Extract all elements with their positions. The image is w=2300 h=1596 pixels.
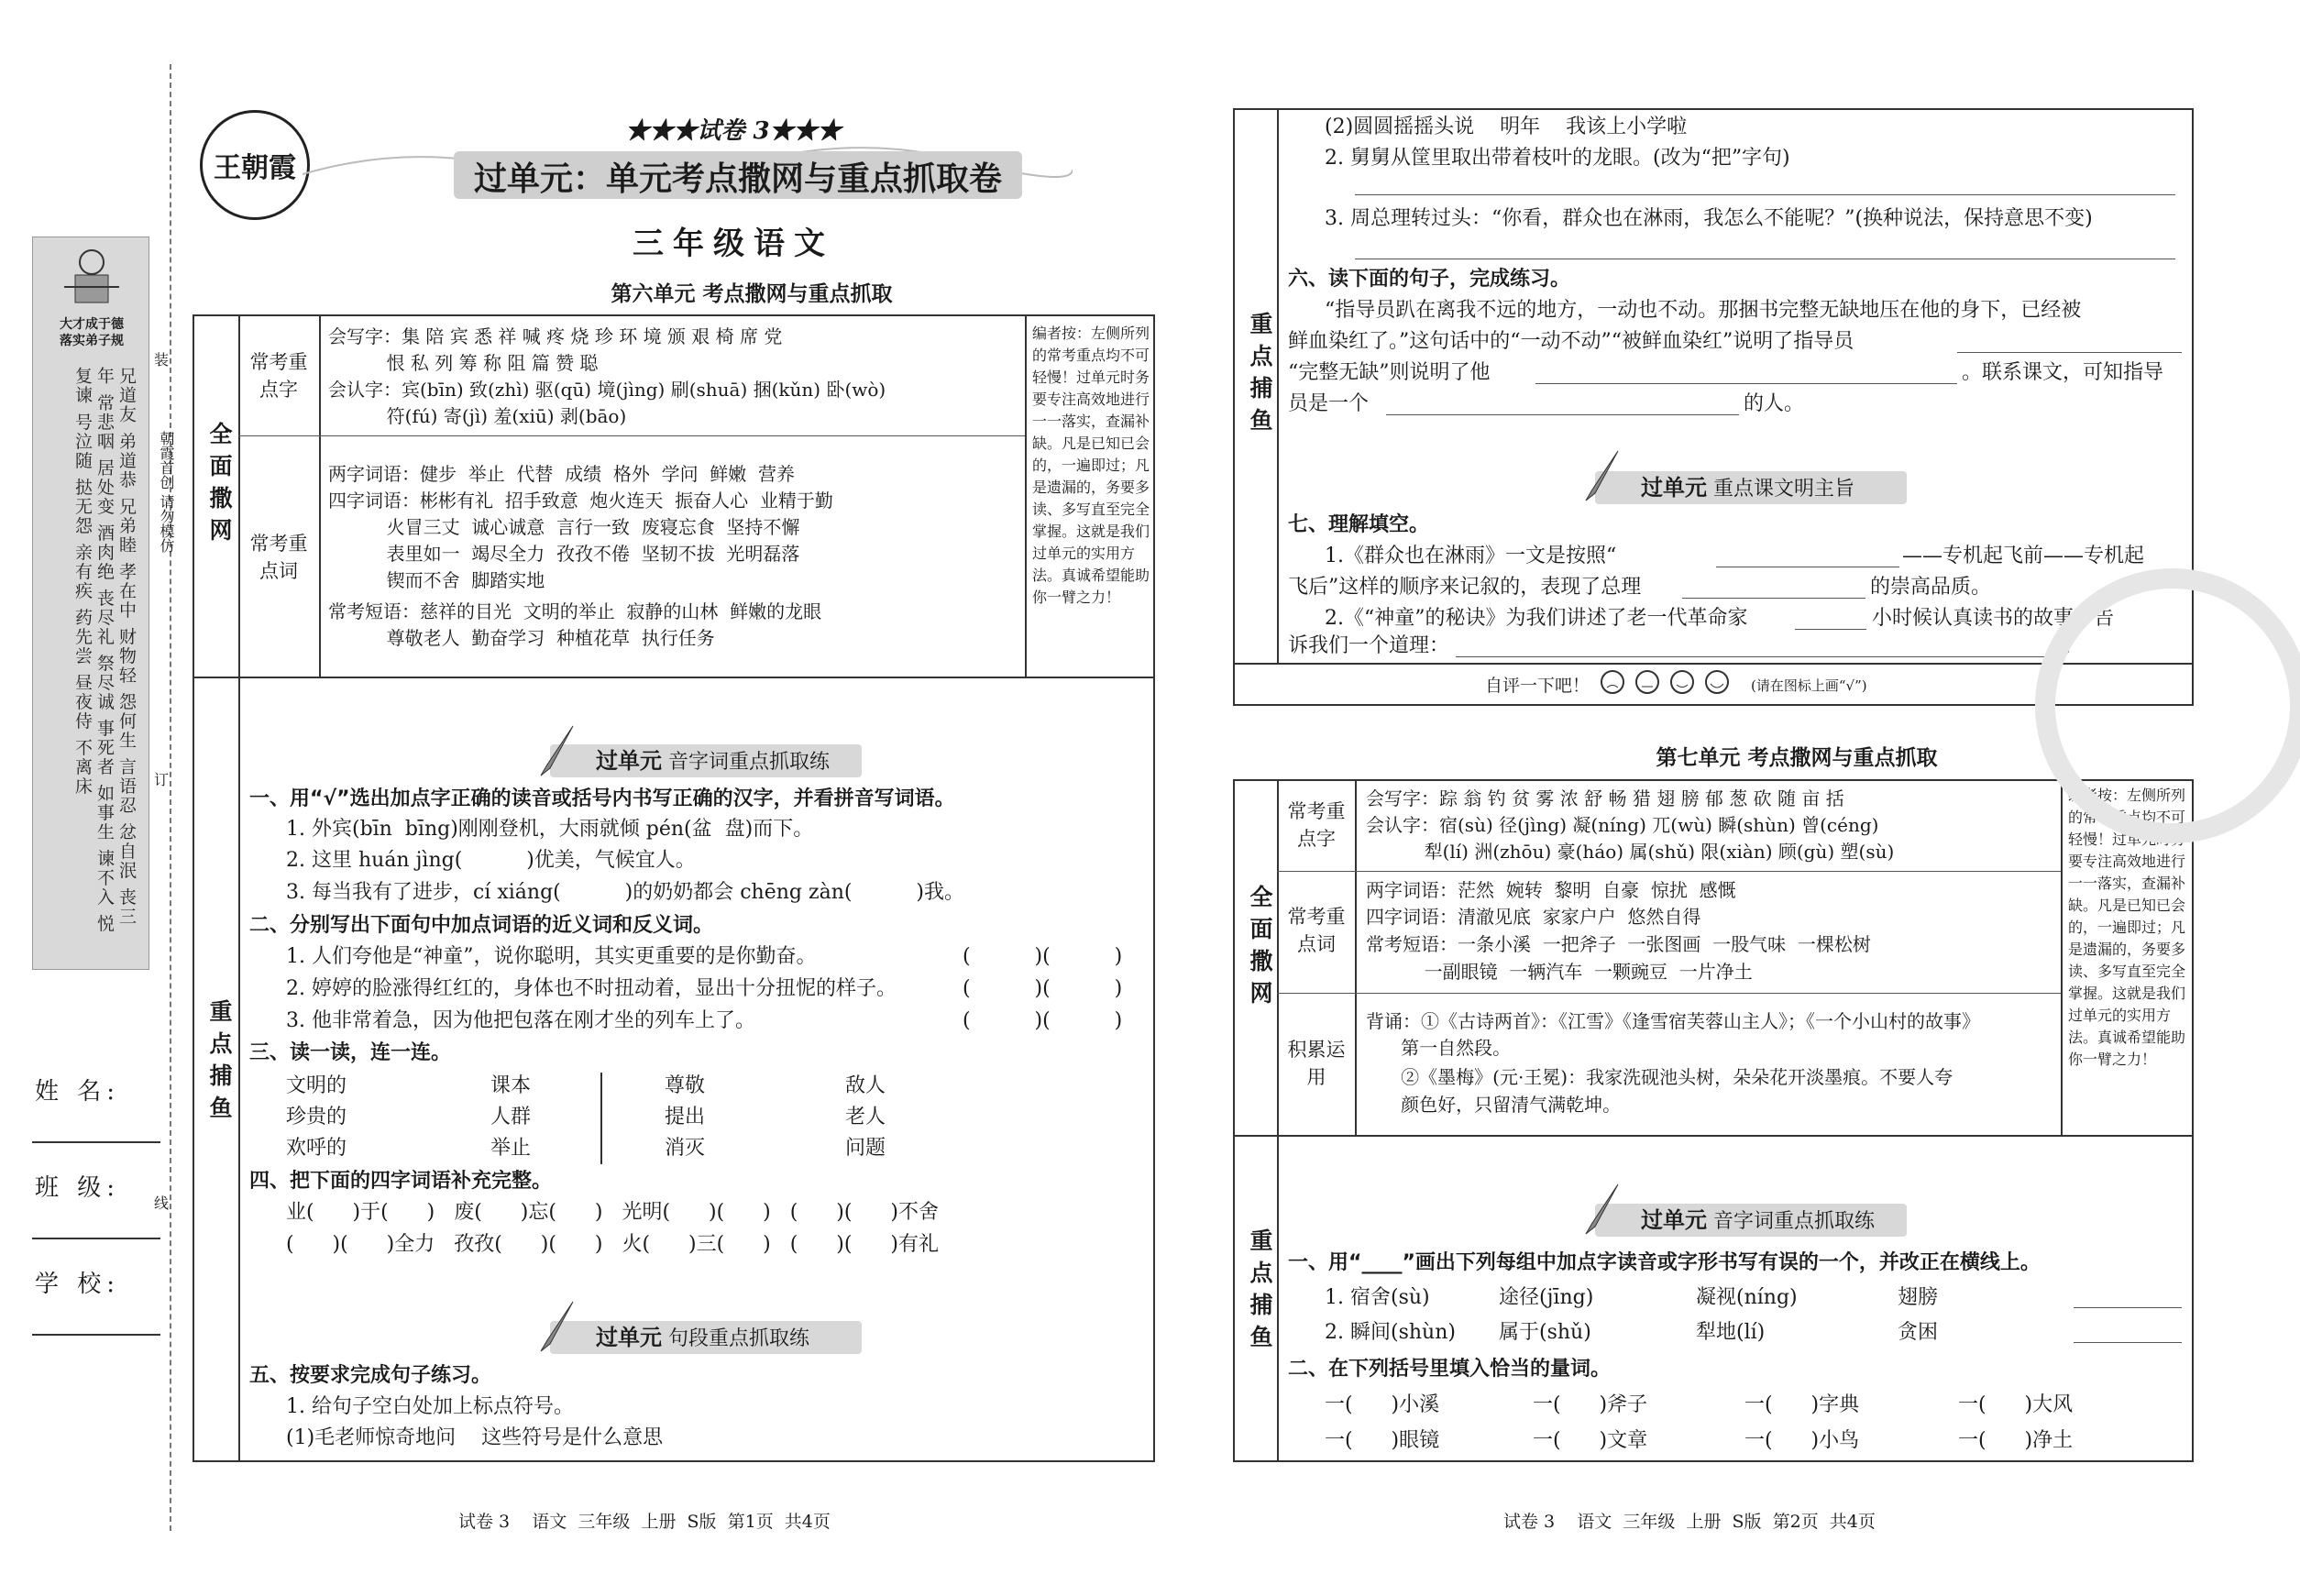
unit7-write-chars: 会写字：踪 翁 钓 贫 雾 浓 舒 畅 猎 翅 膀 郁 葱 砍 随 亩 括 [1366, 787, 1844, 809]
u6-q3-left-a1[interactable]: 文明的 [286, 1074, 347, 1097]
publisher-logo: 王朝霞 [200, 110, 310, 220]
motto-title: 大才成于德 落实弟子规 [60, 317, 124, 348]
u6-q5-answer-line1[interactable] [1355, 194, 2175, 195]
brush-icon [1581, 449, 1627, 504]
unit7-sec-key: 重点捕鱼 [1247, 1228, 1273, 1357]
u7-q1-r1-c[interactable]: 凝视(níng) [1696, 1286, 1798, 1309]
u7-q1-r2-a[interactable]: 2. 瞬间(shùn) [1325, 1321, 1456, 1344]
u7-q1-r1-b[interactable]: 途径(jīng) [1499, 1286, 1594, 1309]
u6-q4-line1[interactable]: 业( )于( ) 废( )忘( ) 光明( )( ) ( )( )不舍 [286, 1201, 939, 1224]
unit7-row1-label: 常考重点字 [1287, 800, 1346, 850]
u6-q7-line1b: ——专机起飞前——专机起 [1902, 545, 2145, 567]
u6-q7-line2: 飞后”这样的顺序来记叙的，表现了总理 [1288, 576, 1642, 599]
u6-q6-blank3[interactable] [1386, 414, 1739, 415]
u6-q2-answer2[interactable]: ( )( ) [963, 977, 1123, 1000]
unit6-sec-key-cont: 重点捕鱼 [1247, 312, 1273, 440]
u6-q6-line1: “指导员趴在离我不远的地方，一动也不动。那捆书完整无缺地压在他的身下，已经被 [1325, 299, 2082, 322]
u6-q4-title: 四、把下面的四字词语补充完整。 [249, 1170, 553, 1193]
u6-q2-line1: 1. 人们夸他是“神童”，说你聪明，其实更重要的是你勤奋。 [286, 945, 817, 968]
unit7-words2: 两字词语：茫然 婉转 黎明 自豪 惊扰 感慨 [1366, 879, 1736, 901]
u6-q6-line4b: 的人。 [1744, 392, 1805, 415]
u7-q1-r2-c[interactable]: 犁地(lí) [1696, 1321, 1766, 1344]
u6-q2-answer1[interactable]: ( )( ) [963, 945, 1123, 968]
binding-mark-1: 装 [154, 351, 170, 369]
child-figure-icon [55, 246, 128, 310]
unit7-title: 第七单元 考点撒网与重点抓取 [1656, 745, 1938, 770]
u7-q2-r1-d[interactable]: 一( )大风 [1958, 1393, 2074, 1416]
unit6-title: 第六单元 考点撒网与重点抓取 [611, 281, 893, 306]
u7-q2-r2-c[interactable]: 一( )小鸟 [1744, 1429, 1860, 1452]
student-name-label: 姓 名: [35, 1078, 121, 1106]
footer-left: 试卷 3 语文 三年级 上册 S版 第1页 共4页 [458, 1512, 831, 1532]
brush-icon [536, 1300, 582, 1355]
u6-q3-left-b1[interactable]: 课本 [490, 1074, 532, 1097]
unit7-recite-3: ②《墨梅》(元·王冕)：我家洗砚池头树，朵朵花开淡墨痕。不要人夸 [1366, 1066, 1953, 1088]
u7-q1-r2-b[interactable]: 属于(shǔ) [1499, 1321, 1591, 1344]
u6-q7-line1: 1.《群众也在淋雨》一文是按照“ [1325, 545, 1617, 567]
u6-q7-line3b: 小时候认真读书的故事，告 [1872, 607, 2115, 630]
u6-q7-line4b: 。 [2063, 634, 2084, 657]
unit7-recite-1: 背诵：①《古诗两首》：《江雪》《逢雪宿芙蓉山主人》；《一个小山村的故事》 [1366, 1010, 1980, 1032]
unit7-phrases-2: 一副眼镜 一辆汽车 一颗豌豆 一片净土 [1366, 961, 1753, 983]
self-eval-label: 自评一下吧！ [1485, 676, 1590, 696]
student-class-field[interactable] [32, 1238, 160, 1239]
paper-number: ★★★试卷 3★★★ [625, 117, 842, 145]
u6-q3-right-b1[interactable]: 敌人 [845, 1074, 886, 1097]
u6-q2-line3: 3. 他非常着急，因为他把包落在刚才坐的列车上了。 [286, 1009, 755, 1032]
u6-q5-line2[interactable]: (1)毛老师惊奇地问 这些符号是什么意思 [286, 1426, 664, 1449]
banner-sentence: 过单元 句段重点抓取练 [550, 1321, 862, 1354]
binding-mark-3: 线 [154, 1194, 170, 1212]
u6-q7-line2b: 的崇高品质。 [1870, 576, 1992, 599]
student-school-label: 学 校: [35, 1271, 121, 1298]
unit7-read-chars-2: 犁(lí) 洲(zhōu) 豪(háo) 属(shǔ) 限(xiàn) 顾(gù) 塑(sù) [1366, 841, 1895, 863]
u6-q3-left-a2[interactable]: 珍贵的 [286, 1106, 347, 1128]
binding-note: 朝霞首创 请勿模仿 [158, 431, 175, 554]
u6-q2-answer3[interactable]: ( )( ) [963, 1009, 1123, 1032]
motto-text: 兄道友 弟道恭 兄弟睦 孝在中 财物轻 怨何生 言语忍 忿自泯 丧三年 常悲咽 居处变 酒肉绝 丧尽礼 祭尽诚 事死者 如事生 谏不入 悦复谏 号泣随 挞无怨 亲有疾 药先尝 昼夜侍 不离床 [72, 367, 137, 934]
grade-subject: 三年级语文 [633, 226, 834, 262]
student-class-label: 班 级: [35, 1174, 121, 1202]
u7-q1-r2-d[interactable]: 贪困 [1898, 1321, 1939, 1344]
unit7-row2-label: 常考重点词 [1287, 906, 1346, 955]
u7-q2-r1-a[interactable]: 一( )小溪 [1325, 1393, 1440, 1416]
brush-icon [536, 724, 582, 779]
u6-q5-line3[interactable]: (2)圆圆摇摇头说 明年 我该上小学啦 [1325, 116, 1688, 138]
emoji-face-icons[interactable] [1600, 667, 1746, 697]
u7-q1-r1-a[interactable]: 1. 宿舍(sù) [1325, 1286, 1430, 1309]
binding-mark-2: 订 [154, 771, 170, 788]
u7-q2-r2-a[interactable]: 一( )眼镜 [1325, 1429, 1440, 1452]
u6-q1-title: 一、用“√”选出加点字正确的读音或括号内书写正确的汉字，并看拼音写词语。 [249, 787, 955, 810]
unit6-read-chars-2: 符(fú) 寄(jì) 羞(xiū) 剥(bāo) [328, 405, 627, 427]
banner-unit7-sound-word: 过单元 音字词重点抓取练 [1595, 1204, 1907, 1237]
unit7-recite-2: 第一自然段。 [1366, 1037, 1512, 1059]
u6-q3-right-b2[interactable]: 老人 [845, 1106, 886, 1128]
u7-q1-r1-d[interactable]: 翅膀 [1898, 1286, 1939, 1309]
u6-q3-left-b3[interactable]: 举止 [490, 1137, 532, 1160]
u6-q1-line1[interactable]: 1. 外宾(bīn bīng)刚刚登机，大雨就倾 pén(盆 盘)而下。 [286, 818, 814, 841]
u6-q6-line3b: 。联系课文，可知指导 [1962, 361, 2164, 384]
u6-q2-title: 二、分别写出下面句中加点词语的近义词和反义词。 [249, 914, 714, 937]
u6-q5-line1: 1. 给句子空白处加上标点符号。 [286, 1395, 574, 1418]
u6-q6-blank1[interactable] [1957, 352, 2182, 353]
banner-main-idea: 过单元 重点课文明主旨 [1595, 471, 1907, 504]
unit6-editor-note: 编者按：左侧所列的常考重点均不可轻慢！过单元时务要专注高效地进行一一落实，查漏补缺。凡是已知已会的，一遍即过；凡是遗漏的，务要多读、多写直至完全掌握。这就是我们过单元的实用方法。真诚希望能助你一臂之力！ [1032, 325, 1150, 606]
unit6-row2-label: 常考重点词 [249, 533, 308, 582]
binding-dashed-line [170, 64, 171, 1531]
u6-q1-line3[interactable]: 3. 每当我有了进步，cí xiáng( )的奶奶都会 chēng zàn( )我。 [286, 881, 964, 904]
u6-q6-line4: 员是一个 [1288, 392, 1370, 415]
unit6-words4-1: 四字词语：彬彬有礼 招手致意 炮火连天 振奋人心 业精于勤 [328, 490, 833, 512]
u6-q7-line3: 2.《“神童”的秘诀》为我们讲述了老一代革命家 [1325, 607, 1748, 630]
student-school-field[interactable] [32, 1334, 160, 1336]
u6-q6-blank2[interactable] [1535, 383, 1957, 384]
unit6-write-chars: 会写字：集 陪 宾 悉 祥 喊 疼 烧 珍 环 境 颁 艰 椅 席 党 [328, 325, 783, 347]
unit7-sec-all: 全面撒网 [1247, 885, 1273, 1013]
u6-q7-line4: 诉我们一个道理： [1288, 634, 1450, 657]
self-eval-hint: (请在图标上画“√”) [1751, 677, 1867, 694]
u6-q6-line2: 鲜血染红了。”这句话中的“一动不动”“被鲜血染红”说明了指导员 [1288, 330, 1854, 353]
u7-q2-r2-b[interactable]: 一( )文章 [1533, 1429, 1648, 1452]
u7-q2-r1-b[interactable]: 一( )斧子 [1533, 1393, 1648, 1416]
unit7-recite-4: 颜色好，只留清气满乾坤。 [1366, 1094, 1622, 1116]
u6-q3-right-b3[interactable]: 问题 [845, 1137, 886, 1160]
u6-q5-line4: 2. 舅舅从筐里取出带着枝叶的龙眼。(改为“把”字句) [1325, 147, 1790, 170]
u7-q1-r1-answer[interactable] [2074, 1307, 2182, 1308]
u6-q3-title: 三、读一读，连一连。 [249, 1041, 452, 1064]
unit6-phrases-2: 尊敬老人 勤奋学习 种植花草 执行任务 [328, 627, 715, 649]
u6-q6-line3: “完整无缺”则说明了他 [1288, 361, 1491, 384]
watermark-seal-icon [2035, 568, 2300, 843]
u6-q3-right-a1[interactable]: 尊敬 [665, 1074, 706, 1097]
u6-q3-left-a3[interactable]: 欢呼的 [286, 1137, 347, 1160]
u6-q1-line2[interactable]: 2. 这里 huán jìng( )优美，气候宜人。 [286, 849, 696, 872]
u6-q7-blank2[interactable] [1682, 598, 1865, 599]
unit6-words4-3: 表里如一 竭尽全力 孜孜不倦 坚韧不拔 光明磊落 [328, 543, 800, 565]
unit6-phrases-1: 常考短语：慈祥的目光 文明的举止 寂静的山林 鲜嫩的龙眼 [328, 600, 822, 622]
student-name-field[interactable] [32, 1141, 160, 1143]
u6-q5-title: 五、按要求完成句子练习。 [249, 1364, 492, 1387]
u7-q2-r2-d[interactable]: 一( )净土 [1958, 1429, 2074, 1452]
unit7-words4: 四字词语：清澈见底 家家户户 悠然自得 [1366, 906, 1701, 928]
unit6-words4-4: 锲而不舍 脚踏实地 [328, 569, 545, 591]
unit6-read-chars: 会认字：宾(bīn) 致(zhì) 驱(qū) 境(jìng) 刷(shuā) 捆(kǔn) 卧(wò) [328, 379, 886, 401]
banner-sound-word: 过单元 音字词重点抓取练 [550, 744, 862, 777]
brush-icon [1581, 1183, 1627, 1238]
unit6-sec-key: 重点捕鱼 [206, 999, 233, 1128]
unit6-row1-label: 常考重点字 [249, 351, 308, 401]
u6-q4-line2[interactable]: ( )( )全力 孜孜( )( ) 火( )三( ) ( )( )有礼 [286, 1233, 939, 1256]
u6-q6-title: 六、读下面的句子，完成练习。 [1288, 268, 1571, 291]
unit7-phrases-1: 常考短语：一条小溪 一把斧子 一张图画 一股气味 一棵松树 [1366, 933, 1871, 955]
u6-q5-line5: 3. 周总理转过头：“你看，群众也在淋雨，我怎么不能呢？”(换种说法，保持意思不变) [1325, 207, 2093, 230]
unit6-write-chars-2: 恨 私 列 筹 称 阻 篇 赞 聪 [328, 352, 599, 374]
unit7-row3-label: 积累运用 [1287, 1039, 1346, 1088]
u7-q2-title: 二、在下列括号里填入恰当的量词。 [1288, 1358, 1612, 1381]
unit7-read-chars: 会认字：宿(sù) 径(jìng) 凝(níng) 兀(wù) 瞬(shùn) 曾(céng) [1366, 814, 1879, 836]
u7-q1-r2-answer[interactable] [2074, 1342, 2182, 1343]
u6-q3-right-a3[interactable]: 消灭 [665, 1137, 706, 1160]
page-title: 过单元：单元考点撒网与重点抓取卷 [473, 160, 1002, 198]
unit6-words4-2: 火冒三丈 诚心诚意 言行一致 废寝忘食 坚持不懈 [328, 516, 800, 538]
u6-q3-left-b2[interactable]: 人群 [490, 1106, 532, 1128]
u6-q7-title: 七、理解填空。 [1288, 513, 1430, 536]
u7-q1-title: 一、用“____”画出下列每组中加点字读音或字形书写有误的一个，并改正在横线上。 [1288, 1251, 2041, 1274]
u7-q2-r1-c[interactable]: 一( )字典 [1744, 1393, 1860, 1416]
u6-q7-blank4[interactable] [1456, 656, 2061, 657]
u6-q3-right-a2[interactable]: 提出 [665, 1106, 706, 1128]
unit7-editor-note: 编者按：左侧所列的常考重点均不可轻慢！过单元时务要专注高效地进行一一落实，查漏补缺。凡是已知已会的，一遍即过；凡是遗漏的，务要多读、多写直至完全掌握。这就是我们过单元的实用方法。真诚希望能助你一臂之力！ [2068, 787, 2186, 1068]
footer-right: 试卷 3 语文 三年级 上册 S版 第2页 共4页 [1503, 1512, 1876, 1532]
unit6-words2: 两字词语：健步 举止 代替 成绩 格外 学问 鲜嫩 营养 [328, 463, 796, 485]
unit6-sec-all: 全面撒网 [206, 422, 233, 550]
u6-q2-line2: 2. 婷婷的脸涨得红红的，身体也不时扭动着，显出十分扭怩的样子。 [286, 977, 897, 1000]
u6-q7-blank3[interactable] [1795, 629, 1866, 630]
